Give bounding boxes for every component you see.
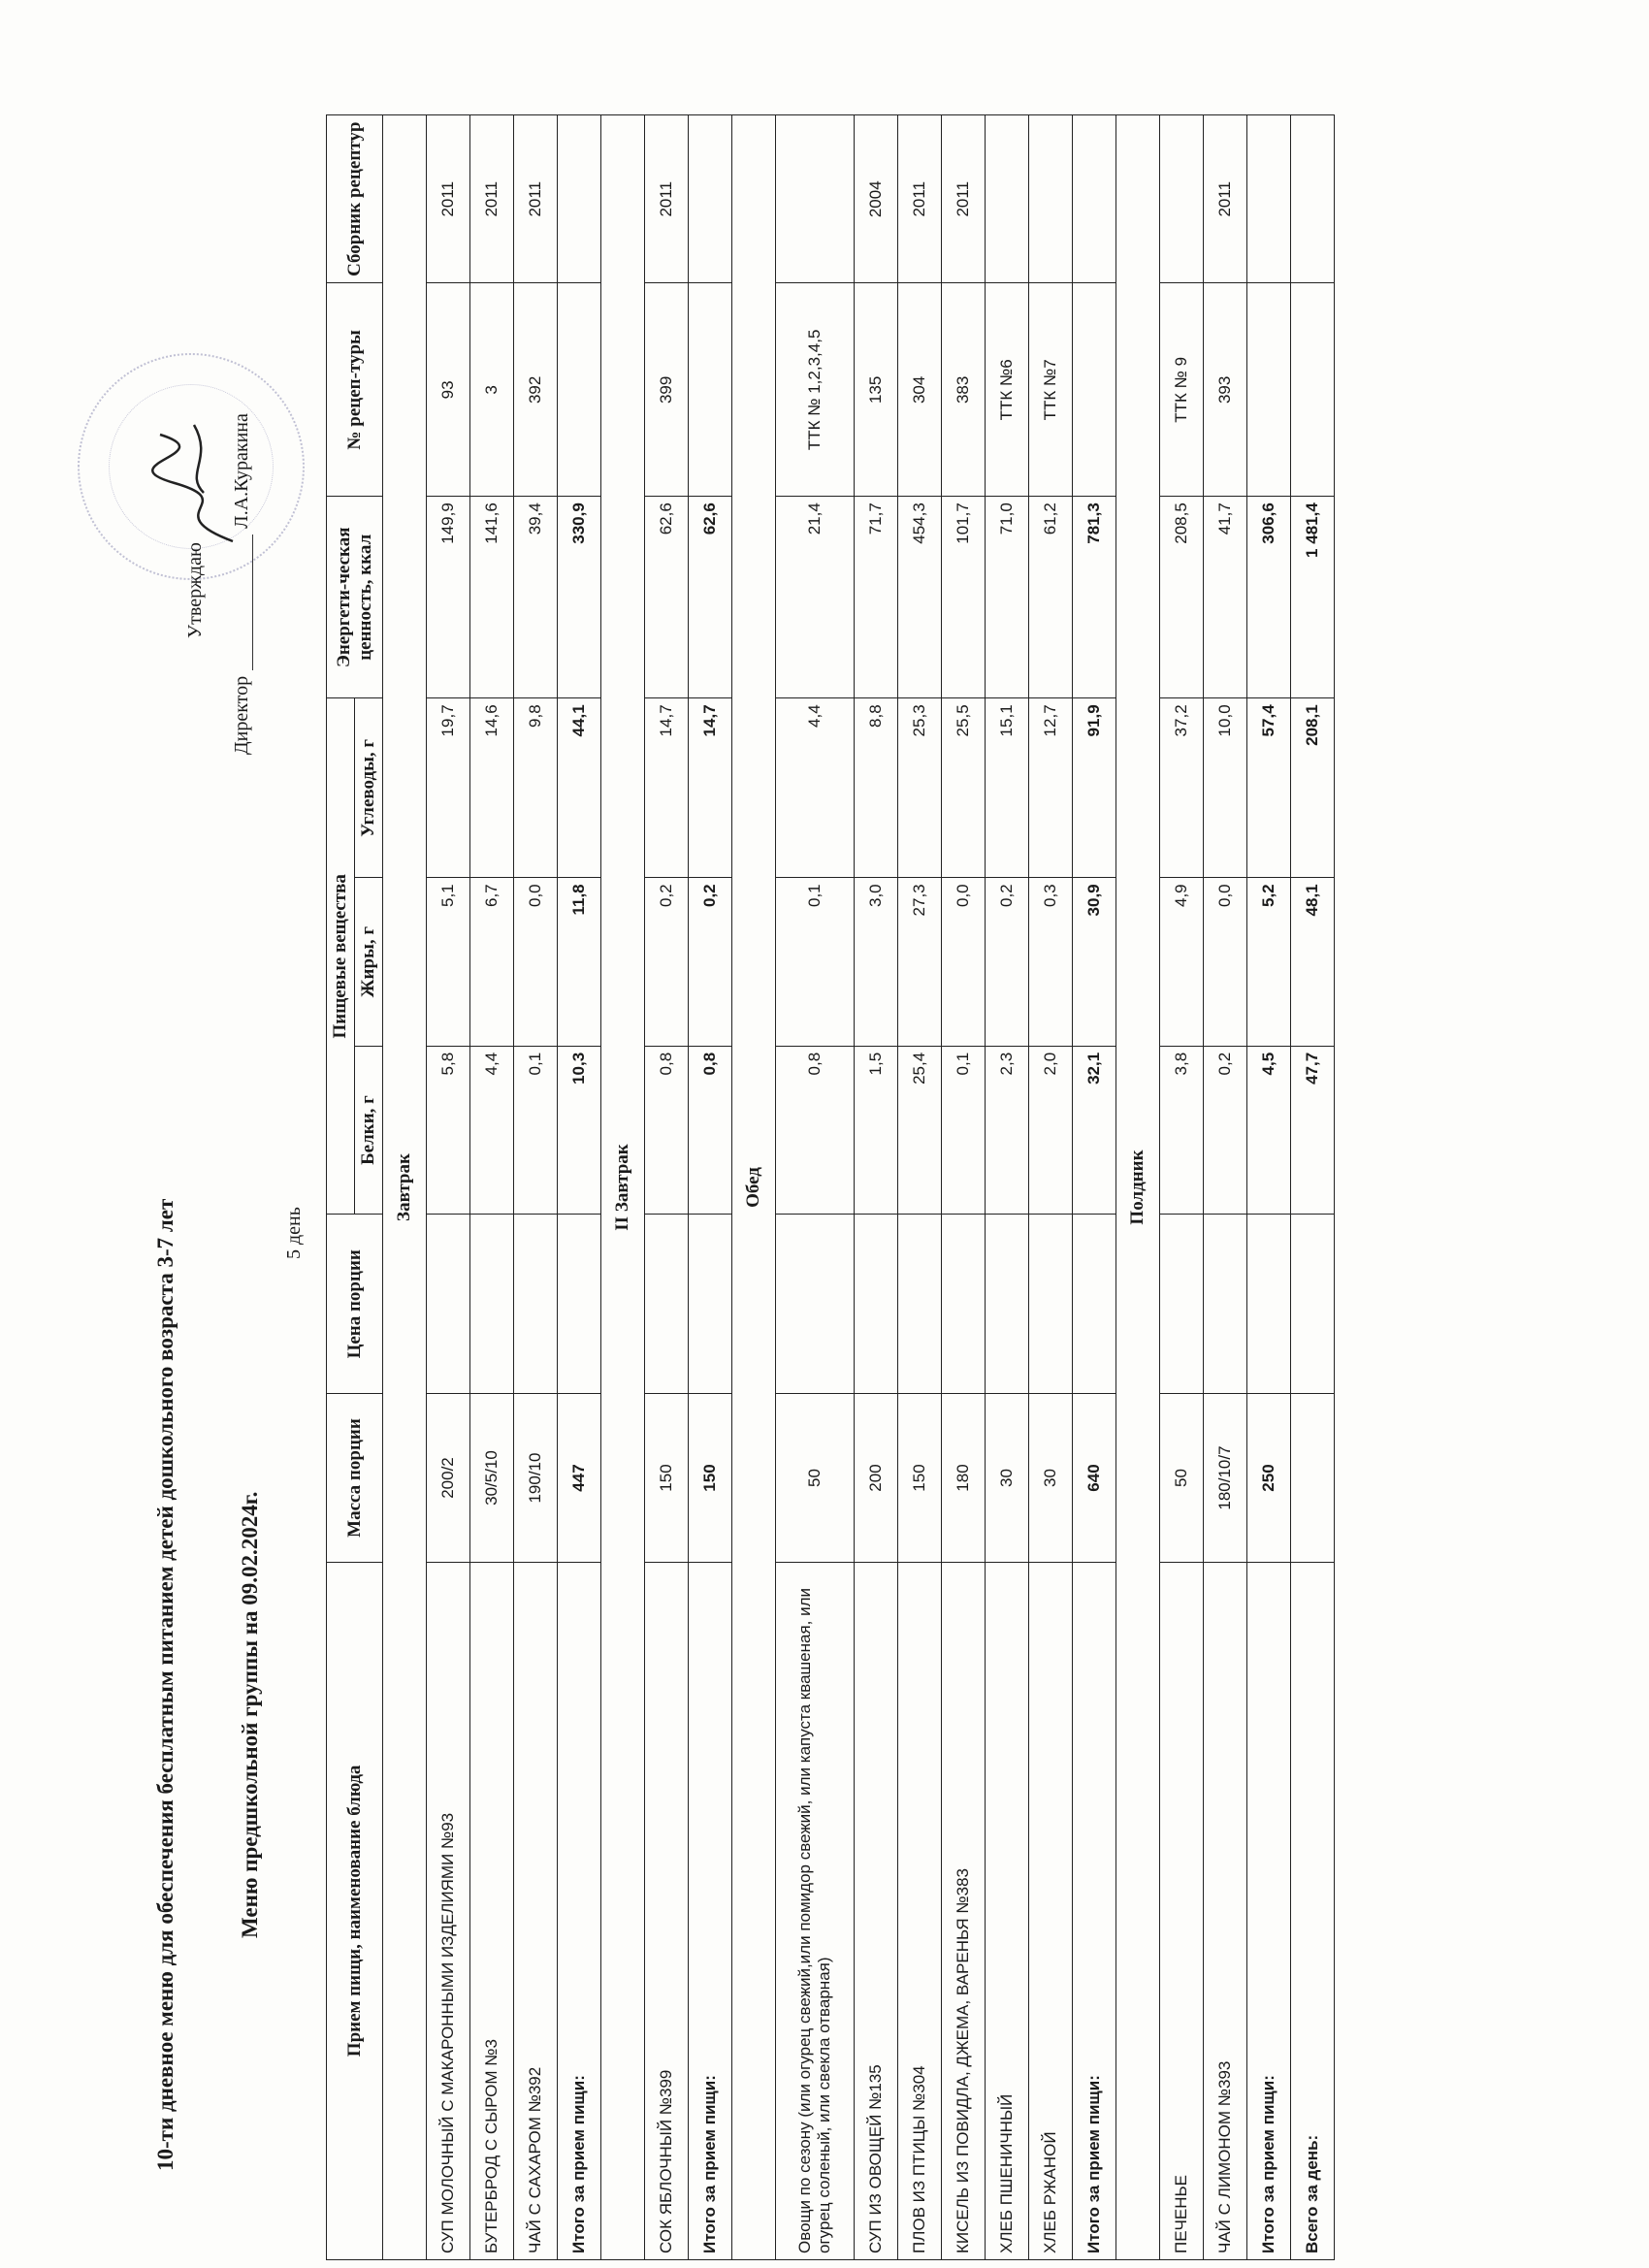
portion-price [1029,1215,1073,1394]
carbs-value: 9,8 [514,698,558,878]
section-header-row [1116,115,1160,2260]
portion-price [855,1215,898,1394]
table-row [645,115,689,2260]
recipe-collection: 2011 [645,115,689,284]
dish-name: ЧАЙ С САХАРОМ №392 [514,1562,558,2259]
portion-price [645,1215,689,1394]
total-collection [1073,115,1116,284]
recipe-collection: 2004 [855,115,898,284]
header-energy: Энергети-ческая ценность, ккал [327,497,383,698]
menu-subtitle: Меню предшкольной группы на 09.02.2024г. [238,1491,262,1938]
recipe-collection [776,115,855,284]
total-energy: 306,6 [1247,497,1291,698]
recipe-collection: 2011 [898,115,942,284]
protein-value: 2,3 [986,1046,1029,1214]
table-row [942,115,986,2260]
recipe-number: 93 [427,283,470,497]
recipe-collection [986,115,1029,284]
portion-mass: 50 [1160,1394,1204,1562]
dish-name: БУТЕРБРОД С СЫРОМ №3 [470,1562,514,2259]
carbs-value: 8,8 [855,698,898,878]
protein-value: 0,1 [514,1046,558,1214]
table-row [470,115,514,2260]
day-total-mass [1291,1394,1335,1562]
header-collection: Сборник рецептур [327,115,383,284]
total-label: Итого за прием пищи: [1247,1562,1291,2259]
portion-mass: 30/5/10 [470,1394,514,1562]
header-recipe: № рецеп-туры [327,283,383,497]
total-recipe [1247,283,1291,497]
protein-value: 5,8 [427,1046,470,1214]
total-recipe [1073,283,1116,497]
portion-price [514,1215,558,1394]
recipe-number: 399 [645,283,689,497]
fat-value: 0,2 [986,878,1029,1046]
recipe-number: 393 [1204,283,1247,497]
recipe-number: ТТК № 9 [1160,283,1204,497]
recipe-number: ТТК № 1,2,3,4,5 [776,283,855,497]
day-total-label: Всего за день: [1291,1562,1335,2259]
energy-value: 149,9 [427,497,470,698]
recipe-collection: 2011 [514,115,558,284]
carbs-value: 25,5 [942,698,986,878]
dish-name: ПЕЧЕНЬЕ [1160,1562,1204,2259]
header-carbs: Углеводы, г [355,698,383,878]
energy-value: 39,4 [514,497,558,698]
fat-value: 0,1 [776,878,855,1046]
total-energy: 330,9 [558,497,601,698]
fat-value: 27,3 [898,878,942,1046]
carbs-value: 4,4 [776,698,855,878]
fat-value: 0,0 [942,878,986,1046]
portion-price [1160,1215,1204,1394]
portion-mass: 200/2 [427,1394,470,1562]
portion-price [986,1215,1029,1394]
total-collection [689,115,732,284]
dish-name: КИСЕЛЬ ИЗ ПОВИДЛА, ДЖЕМА, ВАРЕНЬЯ №383 [942,1562,986,2259]
carbs-value: 15,1 [986,698,1029,878]
total-price [1073,1215,1116,1394]
director-label: Директор [231,675,252,755]
portion-price [470,1215,514,1394]
fat-value: 5,1 [427,878,470,1046]
protein-value: 25,4 [898,1046,942,1214]
total-protein: 10,3 [558,1046,601,1214]
portion-mass: 30 [1029,1394,1073,1562]
recipe-collection: 2011 [942,115,986,284]
portion-mass: 180/10/7 [1204,1394,1247,1562]
section-header-row [601,115,645,2260]
total-price [689,1215,732,1394]
recipe-collection [1029,115,1073,284]
total-carbs: 57,4 [1247,698,1291,878]
portion-mass: 190/10 [514,1394,558,1562]
header-mass: Масса порции [327,1394,383,1562]
total-energy: 62,6 [689,497,732,698]
protein-value: 3,8 [1160,1046,1204,1214]
fat-value: 6,7 [470,878,514,1046]
table-row [514,115,558,2260]
day-total-row [1291,115,1335,2260]
total-fat: 30,9 [1073,878,1116,1046]
director-signature-row [231,413,253,755]
energy-value: 208,5 [1160,497,1204,698]
menu-table-body [383,115,1335,2260]
total-collection [558,115,601,284]
day-total-carbs: 208,1 [1291,698,1335,878]
portion-mass: 180 [942,1394,986,1562]
protein-value: 2,0 [1029,1046,1073,1214]
section-title: Обед [732,115,776,2260]
total-label: Итого за прием пищи: [689,1562,732,2259]
portion-mass: 200 [855,1394,898,1562]
recipe-number: 135 [855,283,898,497]
dish-name: ЧАЙ С ЛИМОНОМ №393 [1204,1562,1247,2259]
day-label: 5 день [283,1207,305,1259]
total-protein: 32,1 [1073,1046,1116,1214]
portion-price [776,1215,855,1394]
recipe-collection [1160,115,1204,284]
energy-value: 454,3 [898,497,942,698]
fat-value: 4,9 [1160,878,1204,1046]
section-total-row [1247,115,1291,2260]
energy-value: 101,7 [942,497,986,698]
signature-line [235,535,253,670]
carbs-value: 19,7 [427,698,470,878]
recipe-collection: 2011 [1204,115,1247,284]
section-title: Завтрак [383,115,427,2260]
section-header-row [732,115,776,2260]
portion-price [942,1215,986,1394]
dish-name: ПЛОВ ИЗ ПТИЦЫ №304 [898,1562,942,2259]
total-fat: 5,2 [1247,878,1291,1046]
total-mass: 447 [558,1394,601,1562]
carbs-value: 12,7 [1029,698,1073,878]
carbs-value: 14,7 [645,698,689,878]
portion-price [427,1215,470,1394]
header-fat: Жиры, г [355,878,383,1046]
total-recipe [558,283,601,497]
fat-value: 3,0 [855,878,898,1046]
table-row [1160,115,1204,2260]
total-price [1247,1215,1291,1394]
energy-value: 61,2 [1029,497,1073,698]
dish-name: ХЛЕБ РЖАНОЙ [1029,1562,1073,2259]
table-row [1204,115,1247,2260]
total-protein: 0,8 [689,1046,732,1214]
day-total-price [1291,1215,1335,1394]
energy-value: 41,7 [1204,497,1247,698]
section-title: II Завтрак [601,115,645,2260]
director-name: Л.А.Куракина [231,413,252,529]
total-mass: 640 [1073,1394,1116,1562]
total-carbs: 14,7 [689,698,732,878]
day-total-fat: 48,1 [1291,878,1335,1046]
total-mass: 250 [1247,1394,1291,1562]
section-title: Полдник [1116,115,1160,2260]
total-carbs: 91,9 [1073,698,1116,878]
table-row [986,115,1029,2260]
section-total-row [1073,115,1116,2260]
table-row [427,115,470,2260]
recipe-collection: 2011 [427,115,470,284]
fat-value: 0,3 [1029,878,1073,1046]
portion-mass: 50 [776,1394,855,1562]
protein-value: 0,2 [1204,1046,1247,1214]
energy-value: 141,6 [470,497,514,698]
recipe-collection: 2011 [470,115,514,284]
table-row [776,115,855,2260]
carbs-value: 10,0 [1204,698,1247,878]
fat-value: 0,0 [1204,878,1247,1046]
carbs-value: 25,3 [898,698,942,878]
recipe-number: ТТК №6 [986,283,1029,497]
energy-value: 62,6 [645,497,689,698]
day-total-protein: 47,7 [1291,1046,1335,1214]
section-total-row [689,115,732,2260]
fat-value: 0,0 [514,878,558,1046]
energy-value: 71,0 [986,497,1029,698]
header-protein: Белки, г [355,1046,383,1214]
energy-value: 71,7 [855,497,898,698]
dish-name: СУП МОЛОЧНЫЙ С МАКАРОННЫМИ ИЗДЕЛИЯМИ №93 [427,1562,470,2259]
dish-name: ХЛЕБ ПШЕНИЧНЫЙ [986,1562,1029,2259]
recipe-number: ТТК №7 [1029,283,1073,497]
portion-mass: 30 [986,1394,1029,1562]
protein-value: 1,5 [855,1046,898,1214]
total-fat: 11,8 [558,878,601,1046]
dish-name: СОК ЯБЛОЧНЫЙ №399 [645,1562,689,2259]
table-row [855,115,898,2260]
portion-price [898,1215,942,1394]
recipe-number: 304 [898,283,942,497]
fat-value: 0,2 [645,878,689,1046]
protein-value: 4,4 [470,1046,514,1214]
day-total-collection [1291,115,1335,284]
section-header-row [383,115,427,2260]
table-row [898,115,942,2260]
header-nutrients: Пищевые вещества [327,698,355,1215]
recipe-number: 3 [470,283,514,497]
protein-value: 0,8 [645,1046,689,1214]
total-carbs: 44,1 [558,698,601,878]
document-title: 10-ти дневное меню для обеспечения бесплатным питанием детей дошкольного возраста 3-7 лет [153,1198,178,2171]
carbs-value: 14,6 [470,698,514,878]
recipe-number: 383 [942,283,986,497]
total-mass: 150 [689,1394,732,1562]
energy-value: 21,4 [776,497,855,698]
menu-table [326,114,1335,2260]
total-fat: 0,2 [689,878,732,1046]
table-row [1029,115,1073,2260]
portion-mass: 150 [645,1394,689,1562]
section-total-row [558,115,601,2260]
total-protein: 4,5 [1247,1046,1291,1214]
day-total-energy: 1 481,4 [1291,497,1335,698]
portion-price [1204,1215,1247,1394]
total-collection [1247,115,1291,284]
total-label: Итого за прием пищи: [1073,1562,1116,2259]
header-price: Цена порции [327,1215,383,1394]
dish-name: Овощи по сезону (или огурец свежий,или помидор свежий, или капуста квашеная, или огурец соленый, или свекла отварная) [776,1562,855,2259]
total-price [558,1215,601,1394]
portion-mass: 150 [898,1394,942,1562]
approval-label: Утверждаю [184,542,206,638]
total-energy: 781,3 [1073,497,1116,698]
day-total-recipe [1291,283,1335,497]
protein-value: 0,1 [942,1046,986,1214]
total-label: Итого за прием пищи: [558,1562,601,2259]
carbs-value: 37,2 [1160,698,1204,878]
total-recipe [689,283,732,497]
protein-value: 0,8 [776,1046,855,1214]
recipe-number: 392 [514,283,558,497]
header-name: Прием пищи, наименование блюда [327,1562,383,2259]
dish-name: СУП ИЗ ОВОЩЕЙ №135 [855,1562,898,2259]
